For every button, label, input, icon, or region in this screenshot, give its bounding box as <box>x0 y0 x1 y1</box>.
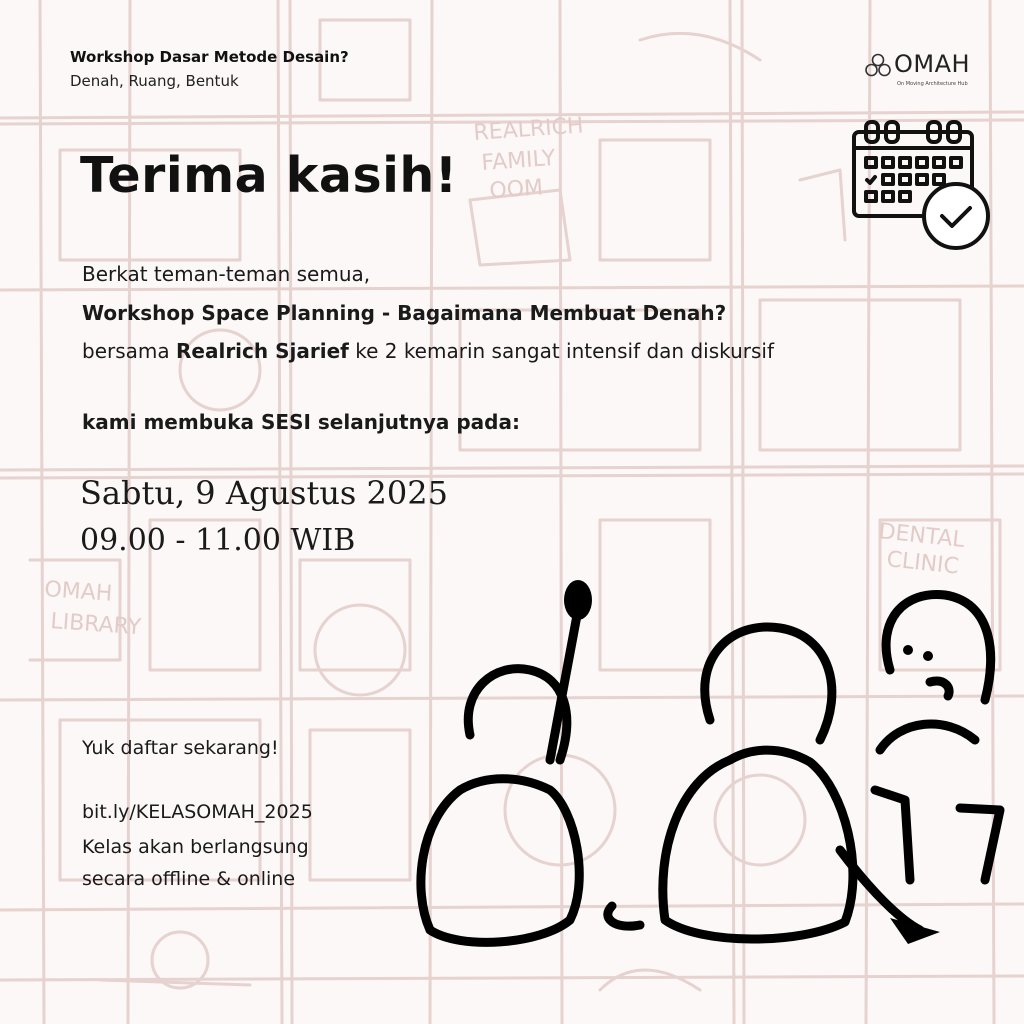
person2-hand <box>608 906 640 926</box>
class-format-note-line1: Kelas akan berlangsung <box>82 836 309 858</box>
registration-link[interactable]: bit.ly/KELASOMAH_2025 <box>82 801 313 823</box>
person3-arm <box>960 808 1000 880</box>
speaker-line <box>82 339 774 363</box>
person3-eye-right <box>923 651 933 661</box>
next-session-announcement: kami membuka SESI selanjutnya pada: <box>82 410 520 434</box>
workshop-series-title: Workshop Dasar Metode Desain? <box>70 48 349 66</box>
workshop-name: Workshop Space Planning - Bagaimana Membuat Denah? <box>82 301 727 325</box>
sketch-label-room: OOM <box>488 175 544 204</box>
person2-body <box>663 750 853 939</box>
register-cta: Yuk daftar sekarang! <box>82 737 279 759</box>
person3-arm-left <box>875 790 910 880</box>
person3-mouth <box>930 681 949 696</box>
sketch-label-dental-2: CLINIC <box>885 547 961 580</box>
person2-pointer <box>890 918 940 944</box>
speaker-name: Realrich Sjarief <box>176 339 349 363</box>
sketch-label-library-1: OMAH <box>43 577 114 607</box>
workshop-series-subtitle: Denah, Ruang, Bentuk <box>70 72 239 90</box>
session-time: 09.00 - 11.00 WIB <box>80 523 356 558</box>
person2-head <box>705 627 832 740</box>
omah-logo-tagline: On Moving Architecture Hub <box>897 81 968 87</box>
people-raising-hand-illustration <box>400 550 1024 970</box>
person1-body <box>421 779 579 943</box>
omah-logo-text: OMAH <box>894 50 971 78</box>
calendar-check-icon <box>848 118 994 254</box>
omah-logo <box>864 52 984 92</box>
intro-line: Berkat teman-teman semua, <box>82 262 371 286</box>
omah-logo-icon <box>864 52 892 78</box>
sketch-label-family: FAMILY <box>480 145 557 176</box>
sketch-label-library-2: LIBRARY <box>49 609 142 641</box>
session-date: Sabtu, 9 Agustus 2025 <box>80 474 448 512</box>
sketch-label-dental-1: DENTAL <box>877 519 966 553</box>
person3-shoulders <box>880 724 975 750</box>
speaker-prefix: bersama <box>82 339 176 363</box>
person1-raised-hand <box>564 580 592 620</box>
class-format-note-line2: secara offline & online <box>82 868 296 890</box>
person3-eye-left <box>903 645 913 655</box>
thank-you-heading: Terima kasih! <box>80 147 458 204</box>
speaker-suffix: ke 2 kemarin sangat intensif dan diskursif <box>348 339 775 363</box>
sketch-label-realrich: REALRICH <box>472 113 585 146</box>
